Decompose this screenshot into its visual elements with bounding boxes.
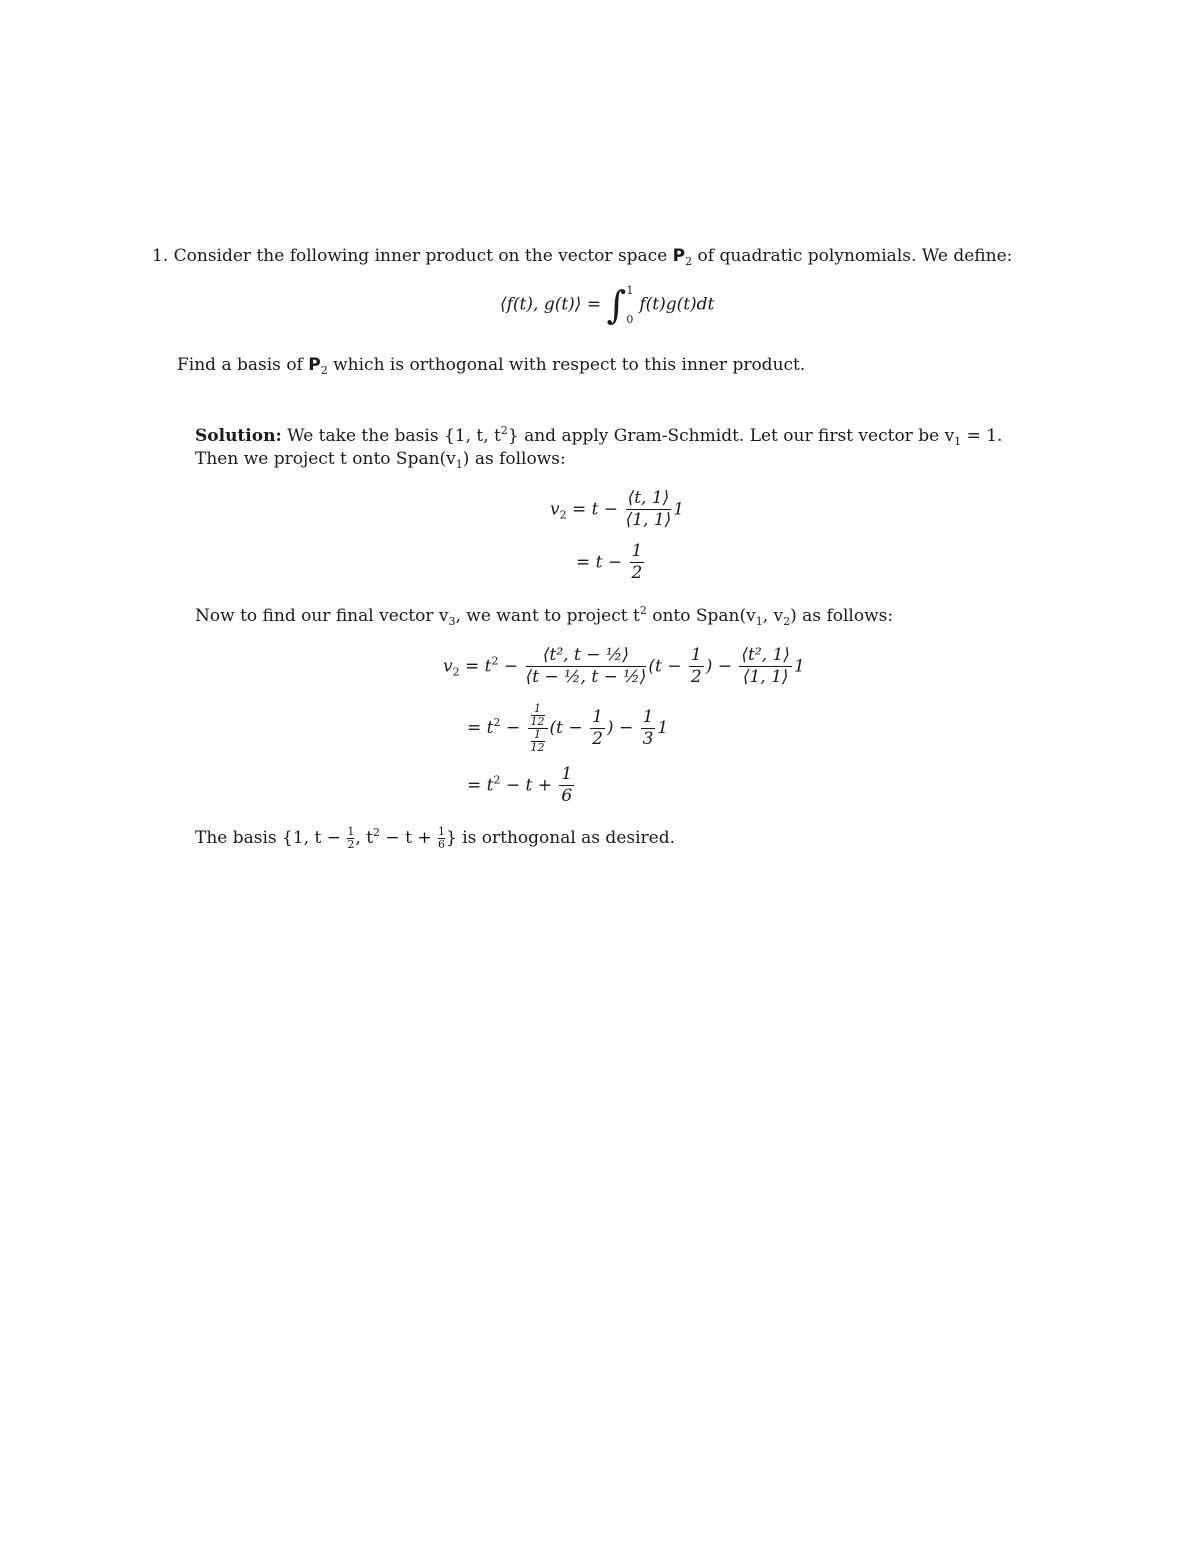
eq2-row1-prefix: = t xyxy=(465,656,492,677)
eq1-row1-prefix: = t − xyxy=(572,499,619,520)
eq2-row1-half xyxy=(689,645,704,689)
eq1-den: ⟨1, 1⟩ xyxy=(625,510,672,531)
eq2-row3-sixth xyxy=(559,764,574,808)
eq2-row2-third-num: 1 xyxy=(641,707,656,729)
eq1-fraction xyxy=(626,488,672,532)
solution-text-1b: } and apply Gram-Schmidt. Let our first vector be v xyxy=(507,426,955,446)
eq2-lhs: v xyxy=(443,656,453,677)
eq1-row2 xyxy=(576,541,646,585)
solution-text-3b: , we want to project t xyxy=(455,606,640,626)
sub-3: 3 xyxy=(448,615,456,628)
eq2-twelfth-bottom-den: 12 xyxy=(530,741,545,755)
solution-text-3e: ) as follows: xyxy=(790,606,894,626)
sub-1c: 1 xyxy=(755,615,763,628)
eq1-lhs-sub: 2 xyxy=(559,508,567,522)
space-symbol: P xyxy=(672,246,686,266)
eq2-row1-half-num: 1 xyxy=(689,645,704,667)
sub-1: 1 xyxy=(954,435,962,448)
eq2-row1-mid2: ) − xyxy=(705,656,732,677)
eq2-compound-num xyxy=(528,703,548,729)
eq2-row2-mid: (t − xyxy=(549,718,583,739)
solution-text-2b: ) as follows: xyxy=(462,449,566,469)
exp-2: 2 xyxy=(500,424,508,437)
space-symbol-2: P xyxy=(308,355,321,375)
conclusion-text-b: , t xyxy=(355,828,374,849)
exp-2b: 2 xyxy=(639,604,647,617)
eq2-row3-sixth-den: 6 xyxy=(561,786,573,807)
sub-2c: 2 xyxy=(783,615,791,628)
integral-upper: 1 xyxy=(626,284,634,297)
eq2-row1-half-den: 2 xyxy=(690,667,702,688)
eq2-row1: $v_2 = t^2$ − $\frac{\text{⟨t², t − ½⟩}}{\text{⟨t − ½, t − ½⟩}}$ (t − $\frac{1}{2}$ ) − $\frac{\text{⟨t², 1⟩}}{⟨1, 1⟩}$ 1 xyxy=(443,645,805,688)
eq2-row3-sixth-num: 1 xyxy=(559,764,574,786)
solution-line-3 xyxy=(195,604,893,628)
solution-label: Solution: xyxy=(195,426,282,446)
eq1-half-den: 2 xyxy=(631,563,643,584)
eq2-row3-exp: 2 xyxy=(493,773,501,787)
eq1-half xyxy=(630,541,645,585)
inner-product-lhs: ⟨f(t), g(t)⟩ = xyxy=(500,294,602,315)
conclusion xyxy=(195,826,675,851)
conclusion-sixth xyxy=(438,826,445,851)
solution-text-3c: onto Span(v xyxy=(646,606,756,626)
inner-product-equation xyxy=(500,283,714,327)
solution-text-3a: Now to find our final vector v xyxy=(195,606,449,626)
eq2-row3-mid: − t + xyxy=(500,775,553,796)
eq2-lhs-sub: 2 xyxy=(452,665,460,679)
eq2-frac2-den: ⟨1, 1⟩ xyxy=(742,667,789,688)
eq2-compound-den xyxy=(528,729,548,754)
solution-text-2a: Then we project t onto Span(v xyxy=(195,449,456,469)
conclusion-half-num: 1 xyxy=(347,825,355,838)
space-subscript: 2 xyxy=(685,255,693,268)
eq2-exp: 2 xyxy=(491,654,499,668)
eq1-row1 xyxy=(550,488,684,532)
eq1-half-num: 1 xyxy=(630,541,645,563)
eq2-frac2 xyxy=(739,645,792,689)
eq2-row2-exp: 2 xyxy=(493,716,501,730)
conclusion-text-d: } is orthogonal as desired. xyxy=(445,828,676,849)
problem-intro-end: of quadratic polynomials. We define: xyxy=(697,246,1013,266)
problem-statement xyxy=(152,246,1012,268)
solution-text-1a: We take the basis {1, t, t xyxy=(287,426,501,446)
eq2-compound-frac xyxy=(528,703,548,754)
integral-sign: ∫ xyxy=(606,283,627,327)
eq2-twelfth-top-num: 1 xyxy=(531,703,545,716)
eq2-row3-prefix: = t xyxy=(467,775,494,796)
eq2-row2-half xyxy=(590,707,605,751)
conclusion-half-den: 2 xyxy=(347,838,355,852)
eq2-row1-mid: (t − xyxy=(648,656,682,677)
sub-1b: 1 xyxy=(455,458,463,471)
integral-limits xyxy=(626,285,633,325)
eq2-row2-third xyxy=(641,707,656,751)
conclusion-exp: 2 xyxy=(373,826,381,840)
eq2-frac2-num: ⟨t², 1⟩ xyxy=(739,645,792,667)
eq2-row2-third-den: 3 xyxy=(642,729,654,750)
task-text-end: which is orthogonal with respect to this inner product. xyxy=(333,355,806,375)
eq2-frac1-den: ⟨t − ½, t − ½⟩ xyxy=(525,667,647,688)
conclusion-sixth-den: 6 xyxy=(437,838,445,852)
integral-lower: 0 xyxy=(626,313,634,326)
eq2-twelfth-bottom-num: 1 xyxy=(531,729,545,742)
eq2-frac1 xyxy=(526,645,647,689)
eq2-row2: = $t^2$ − $\frac{\frac{1}{12}}{\frac{1}{12}}$ (t − $\frac{1}{2}$ ) − $\frac{1}{3}$ 1 xyxy=(467,702,669,755)
space-subscript-2: 2 xyxy=(320,364,328,377)
task-text: Find a basis of xyxy=(177,355,303,375)
eq2-row1-end: 1 xyxy=(793,656,805,677)
eq2-row2-end: 1 xyxy=(657,718,669,739)
eq2-row2-half-den: 2 xyxy=(592,729,603,750)
solution-text-3d: , v xyxy=(762,606,784,626)
conclusion-half xyxy=(347,826,354,851)
eq1-lhs: v xyxy=(550,499,560,520)
eq1-num: ⟨t, 1⟩ xyxy=(626,488,672,510)
problem-task xyxy=(177,355,805,377)
eq1-suffix: 1 xyxy=(673,499,685,520)
solution-line-1 xyxy=(195,424,1002,448)
solution-text-1c: = 1. xyxy=(961,426,1003,446)
solution-line-2 xyxy=(195,449,566,471)
integrand: f(t)g(t)dt xyxy=(639,294,715,315)
eq2-frac1-num: ⟨t², t − ½⟩ xyxy=(526,645,647,667)
eq2-twelfth-bottom xyxy=(531,729,545,754)
eq2-row2-mid2: ) − xyxy=(606,718,634,739)
eq2-row2-half-num: 1 xyxy=(590,707,605,729)
eq2-row3 xyxy=(467,764,576,808)
conclusion-text-a: The basis {1, t − xyxy=(195,828,341,849)
problem-number: 1. xyxy=(152,246,169,266)
conclusion-sixth-num: 1 xyxy=(437,825,445,838)
conclusion-text-c: − t + xyxy=(380,828,432,849)
problem-intro: Consider the following inner product on the vector space xyxy=(173,246,668,266)
eq2-twelfth-top xyxy=(531,703,545,728)
eq1-row2-prefix: = t − xyxy=(576,552,623,573)
eq2-twelfth-top-den: 12 xyxy=(530,715,545,729)
eq2-row2-prefix: = t xyxy=(467,718,494,739)
